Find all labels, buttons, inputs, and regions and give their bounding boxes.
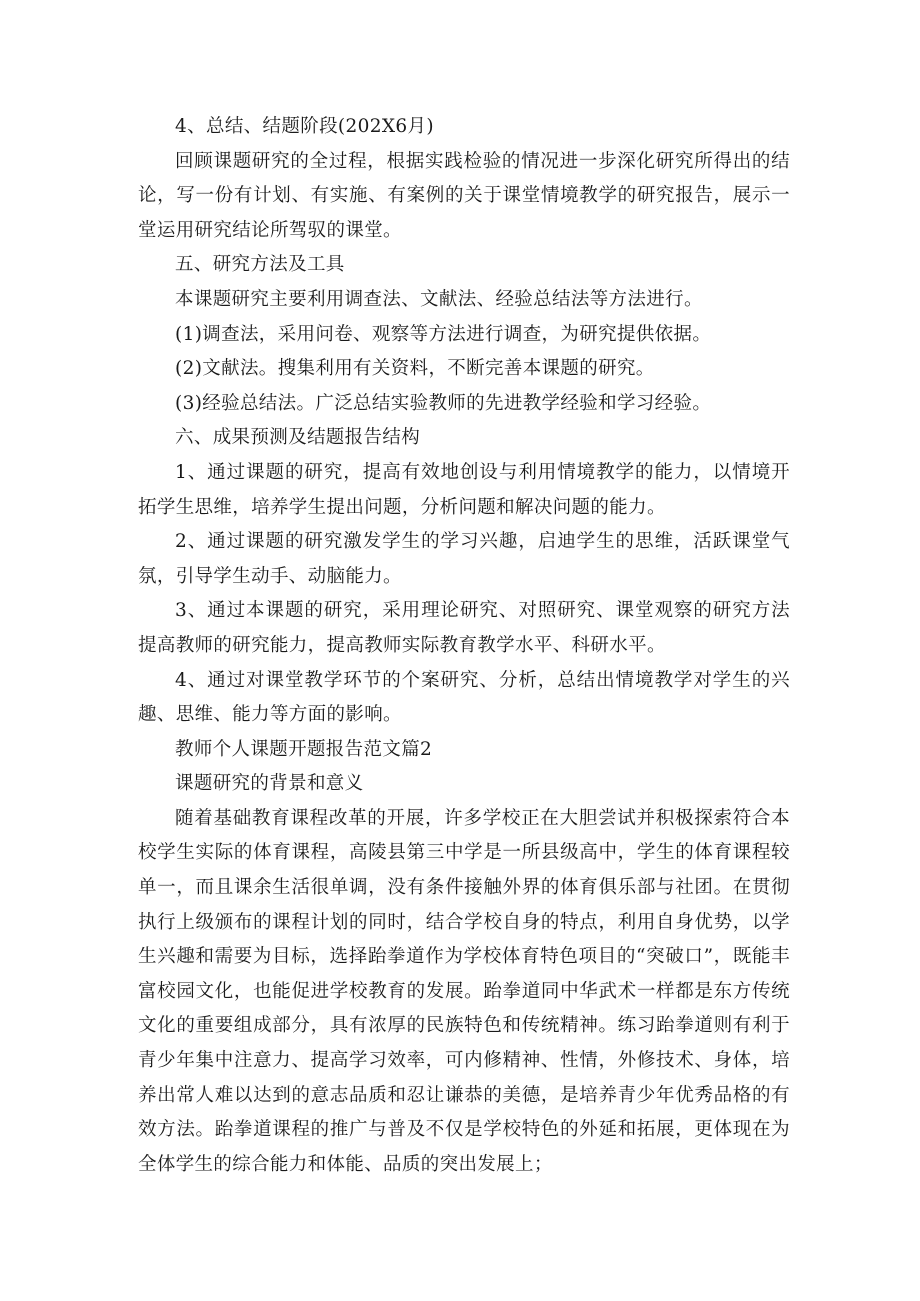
paragraph-methods-intro: 本课题研究主要利用调查法、文献法、经验总结法等方法进行。 [175,288,703,310]
section-heading-conclusion-stage: 4、总结、结题阶段(202X6月) [175,116,434,137]
paragraph-outcome-4: 4、通过对课堂教学环节的个案研究、分析，总结出情境教学对学生的兴趣、思维、能力等方面的影响。 [138,669,790,726]
paragraph-background: 随着基础教育课程改革的开展，许多学校正在大胆尝试并积极探索符合本校学生实际的体育课程，高陵县第三中学是一所县级高中，学生的体育课程较单一，而且课余生活很单调，没有条件接触外界的体育俱乐部与社团。在贯彻执行上级颁布的课程计划的同时，结合学校自身的特点，利用自身优势，以学生兴趣和需要为目标，选择跆拳道作为学校体育特色项目的“突破口”，既能丰富校园文化，也能促进学校教育的发展。跆拳道同中华武术一样都是东方传统文化的重要组成部分，具有浓厚的民族特色和传统精神。练习跆拳道则有利于青少年集中注意力、提高学习效率，可内修精神、性情，外修技术、身体，培养出常人难以达到的意志品质和忍让谦恭的美德，是培养青少年优秀品格的有效方法。跆拳道课程的推广与普及不仅是学校特色的外延和拓展，更体现在为全体学生的综合能力和体能、品质的突出发展上； [138,807,790,1175]
paragraph-review-process: 回顾课题研究的全过程，根据实践检验的情况进一步深化研究所得出的结论，写一份有计划、有实施、有案例的关于课堂情境教学的研究报告，展示一堂运用研究结论所驾驭的课堂。 [138,150,790,241]
paragraph-outcome-2: 2、通过课题的研究激发学生的学习兴趣，启迪学生的思维，活跃课堂气氛，引导学生动手、动脑能力。 [138,531,790,587]
paragraph-method-survey: (1)调查法，采用问卷、观察等方法进行调查，为研究提供依据。 [175,323,712,345]
section-heading-methods: 五、研究方法及工具 [175,254,345,276]
section-heading-outcomes: 六、成果预测及结题报告结构 [175,427,421,449]
section-heading-background: 课题研究的背景和意义 [175,773,364,795]
paragraph-outcome-3: 3、通过本课题的研究，采用理论研究、对照研究、课堂观察的研究方法提高教师的研究能力，提高教师实际教育教学水平、科研水平。 [138,600,790,656]
article-title-part-2: 教师个人课题开题报告范文篇2 [175,738,433,760]
paragraph-method-experience: (3)经验总结法。广泛总结实验教师的先进教学经验和学习经验。 [175,392,712,414]
document-page [138,110,790,1182]
paragraph-outcome-1: 1、通过课题的研究，提高有效地创设与利用情境教学的能力，以情境开拓学生思维，培养学生提出问题，分析问题和解决问题的能力。 [138,461,790,518]
paragraph-method-literature: (2)文献法。搜集利用有关资料，不断完善本课题的研究。 [175,358,655,380]
